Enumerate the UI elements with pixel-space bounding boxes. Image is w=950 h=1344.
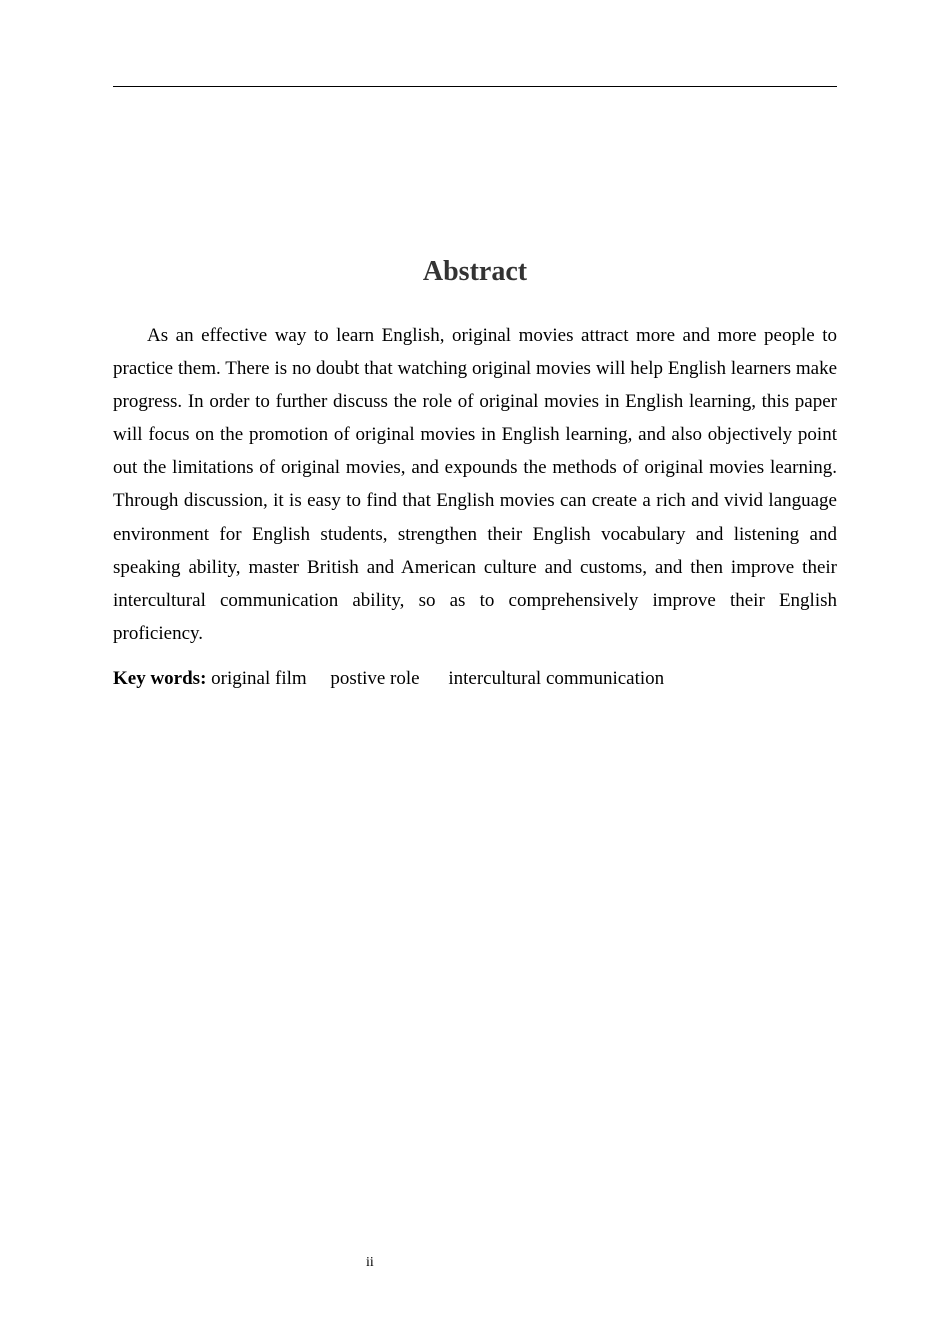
keywords-label: Key words: [113, 668, 207, 689]
abstract-body: As an effective way to learn English, original movies attract more and more people to practice them. There is no doubt that watching original movies will help English learners make progress. In order to further discuss the role of original movies in English learning, this paper will focus on the promotion of original movies in English learning, and also objectively point out the limitations of original movies, and expounds the methods of original movies learning. Through discussion, it is easy to find that English movies can create a rich and vivid language environment for English students, strengthen their English vocabulary and listening and speaking ability, master British and American culture and customs, and then improve their intercultural communication ability, so as to comprehensively improve their English proficiency. [113, 325, 837, 644]
page-number: ii [366, 1255, 374, 1270]
page-title: Abstract [422, 256, 528, 287]
keyword-item: postive role [330, 668, 420, 689]
keywords-line [113, 662, 837, 695]
header-rule [113, 86, 837, 87]
keyword-item: intercultural communication [448, 668, 665, 689]
keyword-item: original film [211, 668, 307, 689]
